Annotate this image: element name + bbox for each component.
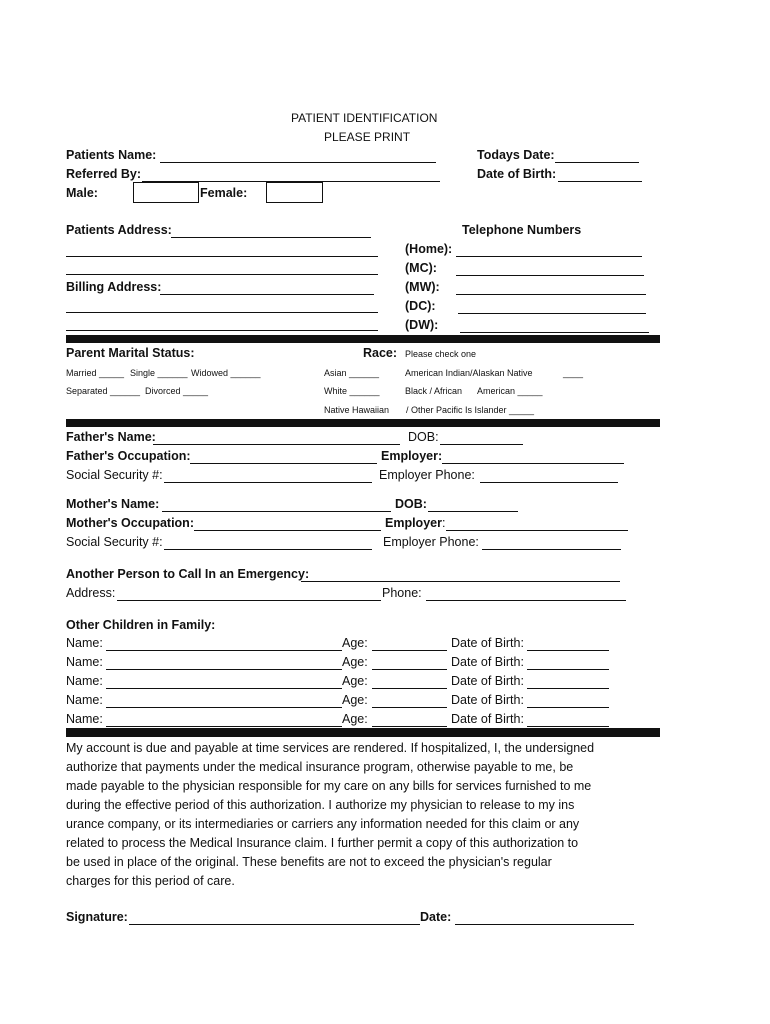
emergency-contact-field[interactable] <box>301 581 620 582</box>
race-american[interactable]: American _____ <box>477 386 543 396</box>
patients-name-field[interactable] <box>160 162 436 163</box>
date-of-birth-field[interactable] <box>558 181 642 182</box>
child-dob-field[interactable] <box>527 650 609 651</box>
billing-address-line-2[interactable] <box>66 312 378 313</box>
section-divider-1 <box>66 335 660 343</box>
mother-ssn-label: Social Security #: <box>66 535 163 549</box>
phone-dw-label: (DW): <box>405 318 439 332</box>
mother-employer-label: Employer <box>385 516 442 530</box>
father-employer-phone-label: Employer Phone: <box>379 468 475 482</box>
marital-divorced[interactable]: Divorced _____ <box>145 386 209 396</box>
mother-dob-field[interactable] <box>428 511 518 512</box>
mother-employer-field[interactable] <box>446 530 628 531</box>
child-name-field[interactable] <box>106 688 342 689</box>
signature-label: Signature: <box>66 910 128 924</box>
todays-date-label: Todays Date: <box>477 148 555 162</box>
authorization-line: during the effective period of this authorization. I authorize my physician to release to my ins <box>66 798 575 812</box>
phone-dw-field[interactable] <box>460 332 649 333</box>
authorization-text <box>66 739 626 891</box>
mother-employer-phone-label: Employer Phone: <box>383 535 479 549</box>
race-label: Race: <box>363 346 398 360</box>
child-age-label: Age: <box>342 674 368 688</box>
child-age-field[interactable] <box>372 707 447 708</box>
telephone-heading: Telephone Numbers <box>462 223 582 237</box>
form-title: PATIENT IDENTIFICATION <box>291 111 438 125</box>
phone-mc-field[interactable] <box>456 275 644 276</box>
child-age-field[interactable] <box>372 726 447 727</box>
authorization-line: related to process the Medical Insurance claim. I further permit a copy of this authorization to <box>66 836 579 850</box>
child-dob-label: Date of Birth: <box>451 693 524 707</box>
mothers-name-field[interactable] <box>162 511 391 512</box>
father-employer-phone-field[interactable] <box>480 482 618 483</box>
child-age-field[interactable] <box>372 650 447 651</box>
mother-employer-phone-field[interactable] <box>482 549 621 550</box>
mother-ssn-field[interactable] <box>164 549 372 550</box>
phone-dc-label: (DC): <box>405 299 436 313</box>
emergency-address-field[interactable] <box>117 600 381 601</box>
father-ssn-label: Social Security #: <box>66 468 163 482</box>
race-american-indian-blank[interactable]: ____ <box>563 368 584 378</box>
section-divider-3 <box>66 728 660 737</box>
father-dob-field[interactable] <box>440 444 523 445</box>
fathers-occupation-label: Father's Occupation: <box>66 449 191 463</box>
child-age-field[interactable] <box>372 669 447 670</box>
female-checkbox[interactable] <box>266 182 323 203</box>
child-name-field[interactable] <box>106 726 342 727</box>
child-name-label: Name: <box>66 655 103 669</box>
fathers-name-label: Father's Name: <box>66 430 156 444</box>
mother-employer-colon: : <box>441 516 446 530</box>
authorization-line: made payable to the physician responsible for my care on any bills for services furnished to me <box>66 779 592 793</box>
child-name-label: Name: <box>66 636 103 650</box>
emergency-phone-field[interactable] <box>426 600 626 601</box>
billing-address-label: Billing Address: <box>66 280 162 294</box>
signature-field[interactable] <box>129 924 420 925</box>
child-name-field[interactable] <box>106 669 342 670</box>
mothers-name-label: Mother's Name: <box>66 497 160 511</box>
phone-home-field[interactable] <box>456 256 642 257</box>
authorization-line: urance company, or its intermediaries or carriers any information needed for this claim or any <box>66 817 580 831</box>
child-dob-field[interactable] <box>527 688 609 689</box>
male-label: Male: <box>66 186 98 200</box>
phone-mw-field[interactable] <box>456 294 646 295</box>
signature-date-field[interactable] <box>455 924 634 925</box>
child-dob-field[interactable] <box>527 726 609 727</box>
patients-name-label: Patients Name: <box>66 148 157 162</box>
child-age-label: Age: <box>342 636 368 650</box>
form-subtitle: PLEASE PRINT <box>324 130 411 144</box>
race-black[interactable]: Black / African <box>405 386 463 396</box>
marital-status-label: Parent Marital Status: <box>66 346 195 360</box>
other-children-heading: Other Children in Family: <box>66 618 216 632</box>
male-checkbox[interactable] <box>133 182 199 203</box>
phone-mw-label: (MW): <box>405 280 440 294</box>
female-label: Female: <box>200 186 248 200</box>
mothers-occupation-label: Mother's Occupation: <box>66 516 194 530</box>
race-pacific-islander[interactable]: / Other Pacific Is Islander _____ <box>406 405 535 415</box>
child-age-field[interactable] <box>372 688 447 689</box>
emergency-address-label: Address: <box>66 586 116 600</box>
child-dob-label: Date of Birth: <box>451 712 524 726</box>
signature-date-label: Date: <box>420 910 452 924</box>
fathers-name-field[interactable] <box>153 444 400 445</box>
mothers-occupation-field[interactable] <box>194 530 381 531</box>
patients-address-label: Patients Address: <box>66 223 172 237</box>
child-dob-field[interactable] <box>527 707 609 708</box>
child-dob-label: Date of Birth: <box>451 674 524 688</box>
race-white[interactable]: White ______ <box>324 386 380 396</box>
patients-address-line-2[interactable] <box>66 256 378 257</box>
father-employer-label: Employer: <box>381 449 443 463</box>
child-name-label: Name: <box>66 693 103 707</box>
phone-dc-field[interactable] <box>458 313 646 314</box>
race-asian[interactable]: Asian ______ <box>324 368 380 378</box>
child-age-label: Age: <box>342 693 368 707</box>
referred-by-label: Referred By: <box>66 167 142 181</box>
authorization-line: charges for this period of care. <box>66 874 235 888</box>
child-name-field[interactable] <box>106 707 342 708</box>
child-dob-label: Date of Birth: <box>451 655 524 669</box>
child-age-label: Age: <box>342 655 368 669</box>
date-of-birth-label: Date of Birth: <box>477 167 557 181</box>
marital-single[interactable]: Single ______ <box>130 368 188 378</box>
billing-address-line-3[interactable] <box>66 330 378 331</box>
race-hint: Please check one <box>405 349 477 359</box>
patients-address-line-3[interactable] <box>66 274 378 275</box>
patients-address-field[interactable] <box>171 237 371 238</box>
race-american-indian[interactable]: American Indian/Alaskan Native <box>405 368 533 378</box>
child-name-label: Name: <box>66 674 103 688</box>
todays-date-field[interactable] <box>555 162 639 163</box>
father-ssn-field[interactable] <box>164 482 372 483</box>
authorization-line: authorize that payments under the medical insurance program, otherwise payable to me, be <box>66 760 574 774</box>
emergency-phone-label: Phone: <box>382 586 422 600</box>
father-employer-field[interactable] <box>442 463 624 464</box>
child-dob-field[interactable] <box>527 669 609 670</box>
authorization-line: be used in place of the original. These benefits are not to exceed the physician's regular <box>66 855 552 869</box>
child-name-label: Name: <box>66 712 103 726</box>
father-dob-label: DOB: <box>408 430 439 444</box>
child-age-label: Age: <box>342 712 368 726</box>
fathers-occupation-field[interactable] <box>190 463 377 464</box>
section-divider-2 <box>66 419 660 427</box>
race-native-hawaiian[interactable]: Native Hawaiian <box>324 405 390 415</box>
billing-address-field[interactable] <box>160 294 374 295</box>
child-name-field[interactable] <box>106 650 342 651</box>
phone-mc-label: (MC): <box>405 261 437 275</box>
marital-separated[interactable]: Separated ______ <box>66 386 141 396</box>
emergency-contact-label: Another Person to Call In an Emergency: <box>66 567 310 581</box>
marital-widowed[interactable]: Widowed ______ <box>191 368 261 378</box>
marital-married[interactable]: Married _____ <box>66 368 125 378</box>
phone-home-label: (Home): <box>405 242 453 256</box>
child-dob-label: Date of Birth: <box>451 636 524 650</box>
authorization-line: My account is due and payable at time services are rendered. If hospitalized, I, the undersigned <box>66 741 595 755</box>
mother-dob-label: DOB: <box>395 497 427 511</box>
